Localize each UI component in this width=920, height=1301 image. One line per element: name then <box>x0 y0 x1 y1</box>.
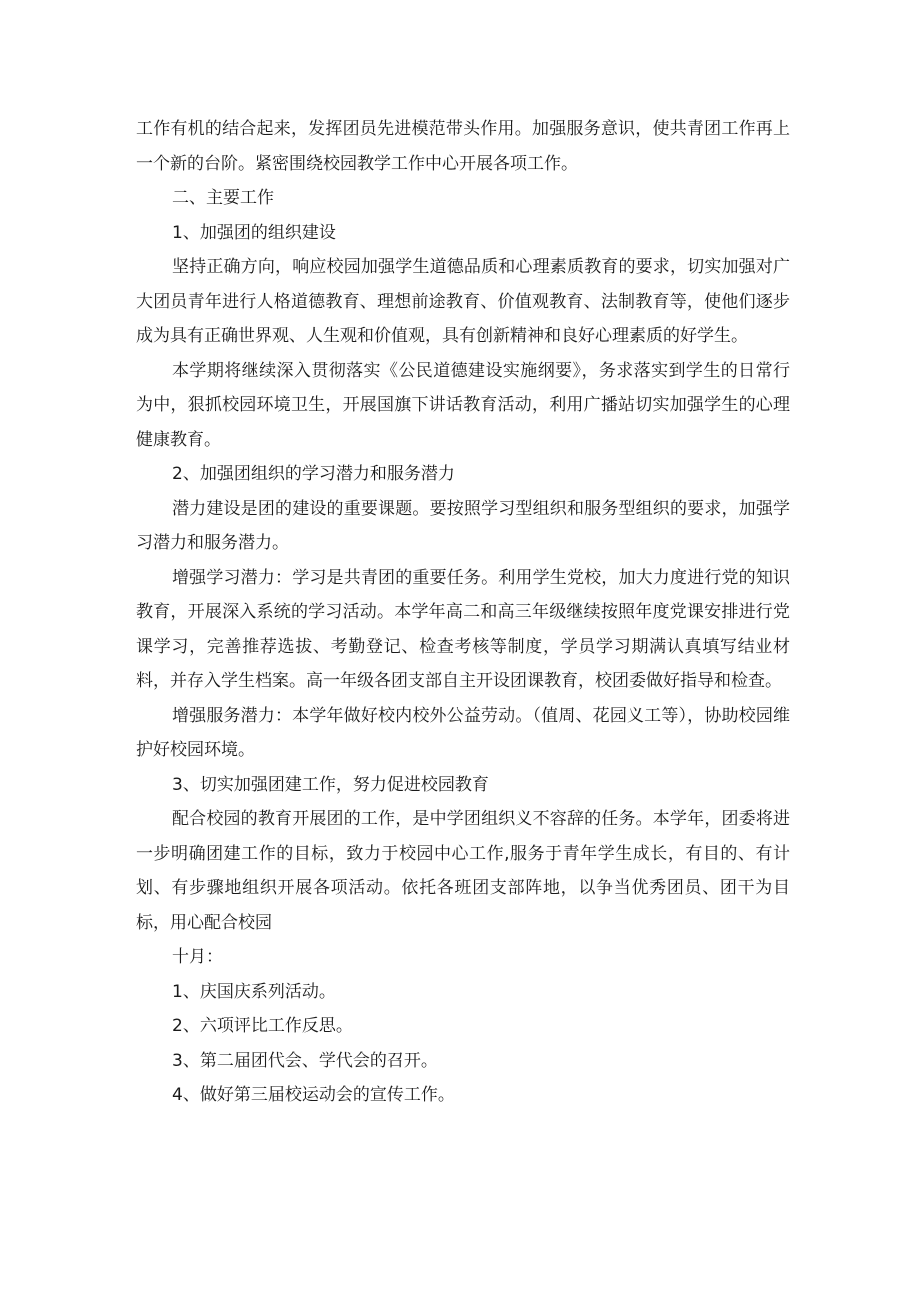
list-item: 1、庆国庆系列活动。 <box>172 981 336 1002</box>
list-item: 3、第二届团代会、学代会的召开。 <box>172 1050 438 1071</box>
subsection-3-paragraph-1: 配合校园的教育开展团的工作，是中学团组织义不容辞的任务。本学年，团委将进一步明确团建工作的目标，致力于校园中心工作,服务于青年学生成长，有目的、有计划、有步骤地组织开展各项活动。依托各班团支部阵地，以争当优秀团员、团干为目标，用心配合校园 <box>136 809 790 933</box>
subsection-1-title: 1、加强团的组织建设 <box>172 222 336 243</box>
subsection-2-paragraph-2: 增强学习潜力：学习是共青团的重要任务。利用学生党校，加大力度进行党的知识教育，开展深入系统的学习活动。本学年高二和高三年级继续按照年度党课安排进行党课学习，完善推荐选拔、考勤登记、检查考核等制度，学员学习期满认真填写结业材料，并存入学生档案。高一年级各团支部自主开设团课教育，校团委做好指导和检查。 <box>136 567 790 691</box>
subsection-1-paragraph-2: 本学期将继续深入贯彻落实《公民道德建设实施纲要》，务求落实到学生的日常行为中，狠抓校园环境卫生，开展国旗下讲话教育活动，利用广播站切实加强学生的心理健康教育。 <box>136 360 790 450</box>
section-title: 二、主要工作 <box>172 188 274 208</box>
subsection-1-paragraph-1: 坚持正确方向，响应校园加强学生道德品质和心理素质教育的要求，切实加强对广大团员青年进行人格道德教育、理想前途教育、价值观教育、法制教育等，使他们逐步成为具有正确世界观、人生观和价值观，具有创新精神和良好心理素质的好学生。 <box>136 257 790 346</box>
intro-paragraph: 工作有机的结合起来，发挥团员先进模范带头作用。加强服务意识，使共青团工作再上一个新的台阶。紧密围绕校园教学工作中心开展各项工作。 <box>136 119 790 174</box>
subsection-2-paragraph-1: 潜力建设是团的建设的重要课题。要按照学习型组织和服务型组织的要求，加强学习潜力和服务潜力。 <box>136 498 790 553</box>
list-item: 4、做好第三届校运动会的宣传工作。 <box>172 1085 455 1105</box>
subsection-3-title: 3、切实加强团建工作，努力促进校园教育 <box>172 774 489 795</box>
list-item: 2、六项评比工作反思。 <box>172 1016 353 1036</box>
document-body <box>136 112 790 1113</box>
month-label: 十月： <box>172 947 223 967</box>
subsection-2-title: 2、加强团组织的学习潜力和服务潜力 <box>172 464 455 484</box>
subsection-2-paragraph-3: 增强服务潜力：本学年做好校内校外公益劳动。（值周、花园义工等），协助校园维护好校园环境。 <box>136 705 790 760</box>
